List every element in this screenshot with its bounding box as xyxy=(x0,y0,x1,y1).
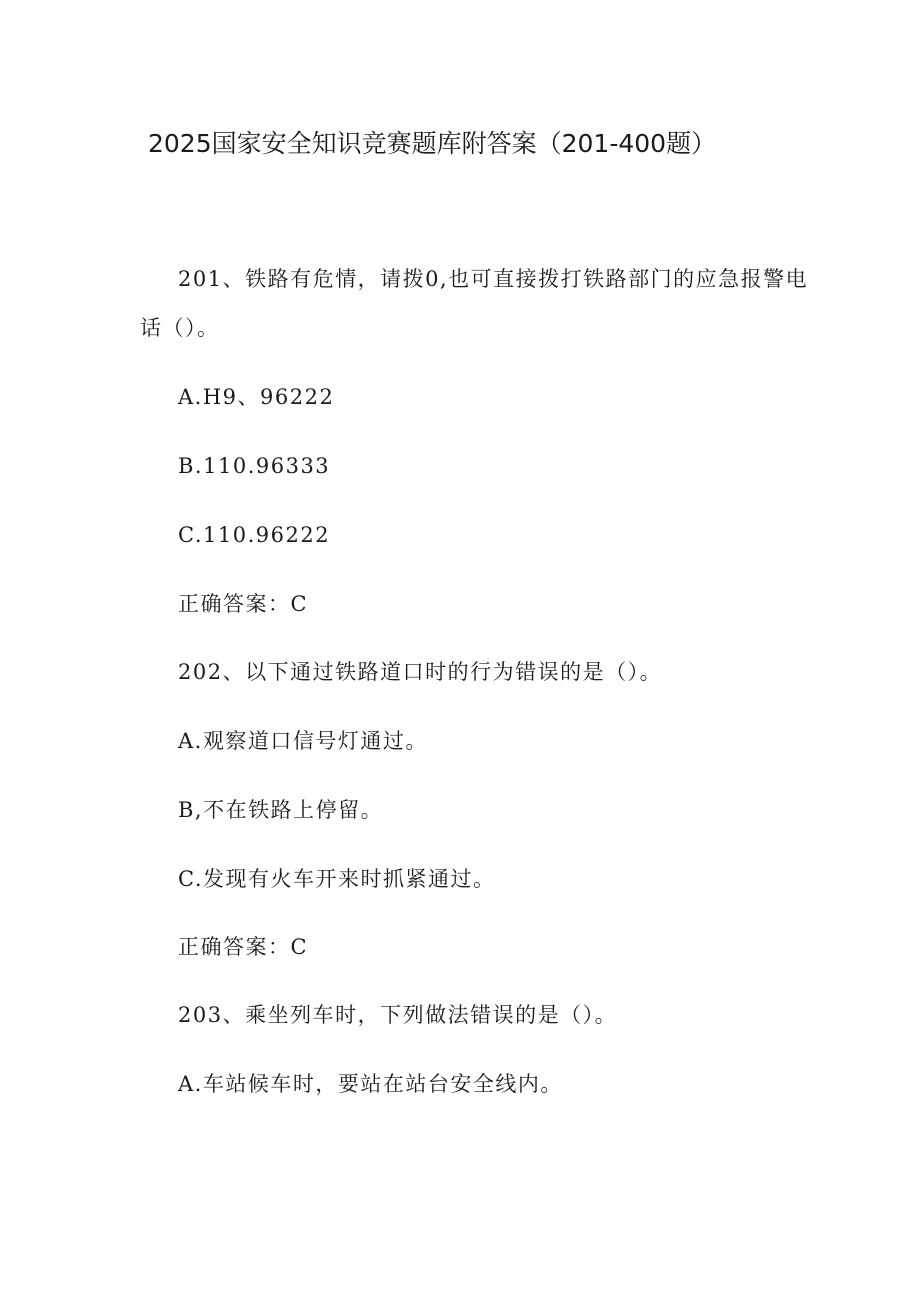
question-202-option-a: A.观察道口信号灯通过。 xyxy=(178,729,428,753)
question-201-option-c: C.110.96222 xyxy=(178,523,331,547)
question-201-option-b: B.110.96333 xyxy=(178,454,331,478)
question-203-text: 203、乘坐列车时，下列做法错误的是（）。 xyxy=(178,1003,618,1027)
question-201-text-line-2: 话（）。 xyxy=(140,316,220,340)
question-202-answer: 正确答案：C xyxy=(178,935,309,959)
question-202-text: 202、以下通过铁路道口时的行为错误的是（）。 xyxy=(178,660,663,684)
question-201-answer: 正确答案：C xyxy=(178,592,309,616)
document-title: 2025国家安全知识竞赛题库附答案（201-400题） xyxy=(148,129,717,158)
question-202-option-c: C.发现有火车开来时抓紧通过。 xyxy=(178,867,496,891)
question-203-option-a: A.车站候车时，要站在站台安全线内。 xyxy=(178,1072,563,1096)
question-202-option-b: B,不在铁路上停留。 xyxy=(178,798,384,822)
question-201-option-a: A.H9、96222 xyxy=(178,385,335,409)
question-201-text-line-1: 201、铁路有危情，请拨0,也可直接拨打铁路部门的应急报警电 xyxy=(178,267,809,291)
